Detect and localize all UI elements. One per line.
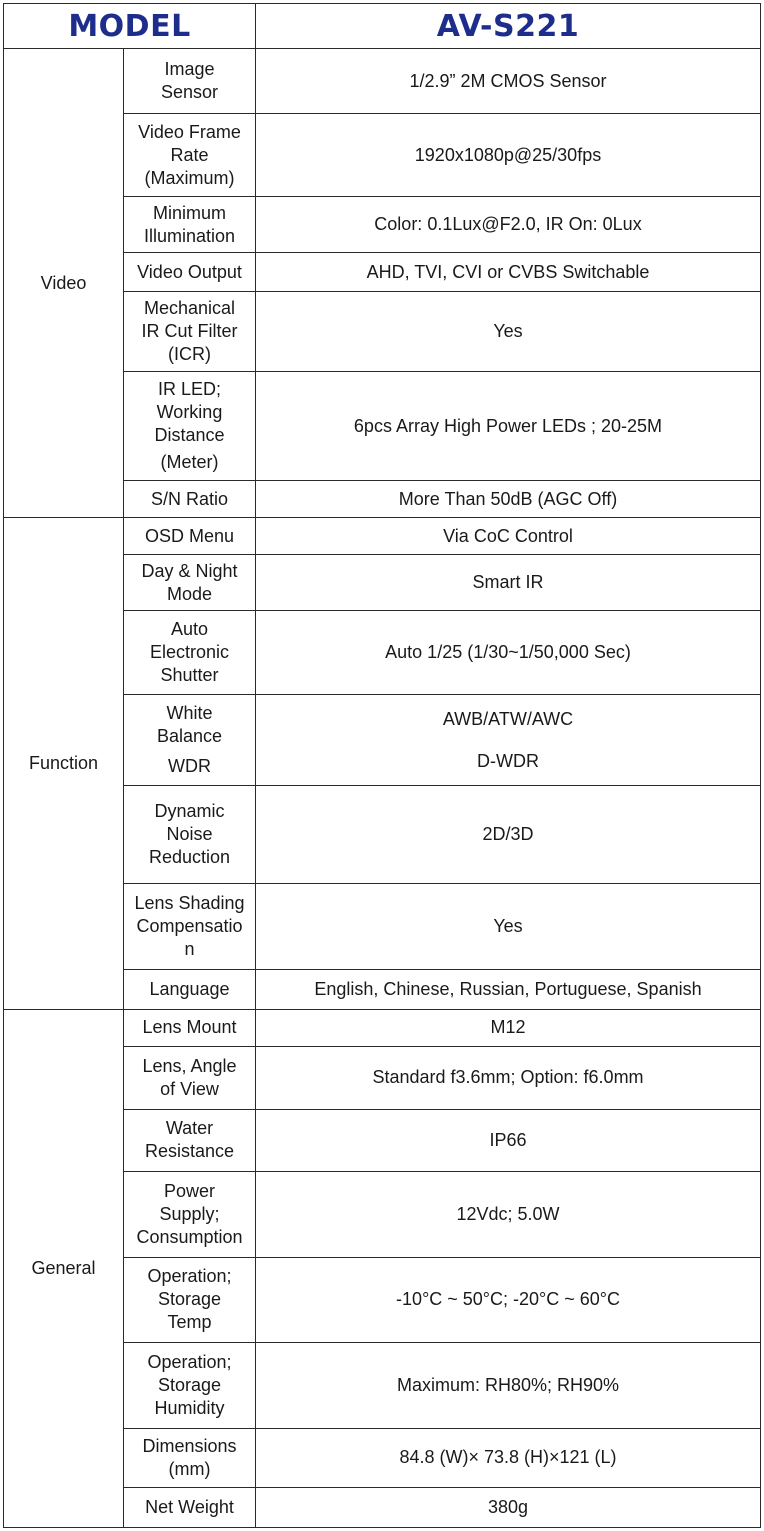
table-row: [4, 49, 761, 114]
value-icr: Yes: [256, 292, 761, 372]
label-min-illumination: Minimum Illumination: [124, 197, 256, 253]
label-language: Language: [124, 969, 256, 1009]
value-lens-shading: Yes: [256, 884, 761, 969]
value-temp: -10°C ~ 50°C; -20°C ~ 60°C: [256, 1257, 761, 1342]
value-water-resistance: IP66: [256, 1109, 761, 1171]
label-frame-rate: Video Frame Rate (Maximum): [124, 114, 256, 197]
label-video-output: Video Output: [124, 253, 256, 292]
label-power: Power Supply; Consumption: [124, 1171, 256, 1257]
model-value: AV-S221: [256, 4, 761, 49]
group-general: General: [4, 1009, 124, 1527]
label-image-sensor: Image Sensor: [124, 49, 256, 114]
group-video: Video: [4, 49, 124, 518]
value-frame-rate: 1920x1080p@25/30fps: [256, 114, 761, 197]
value-dimensions: 84.8 (W)× 73.8 (H)×121 (L): [256, 1428, 761, 1487]
value-dnr: 2D/3D: [256, 786, 761, 884]
value-lens-mount: M12: [256, 1009, 761, 1046]
label-dnr: Dynamic Noise Reduction: [124, 786, 256, 884]
value-sn-ratio: More Than 50dB (AGC Off): [256, 481, 761, 518]
header-row: [4, 4, 761, 49]
value-min-illumination: Color: 0.1Lux@F2.0, IR On: 0Lux: [256, 197, 761, 253]
value-ir-led: 6pcs Array High Power LEDs ; 20-25M: [256, 372, 761, 481]
label-net-weight: Net Weight: [124, 1487, 256, 1527]
model-label: MODEL: [4, 4, 256, 49]
value-lens-angle: Standard f3.6mm; Option: f6.0mm: [256, 1046, 761, 1109]
label-dimensions: Dimensions (mm): [124, 1428, 256, 1487]
label-sn-ratio: S/N Ratio: [124, 481, 256, 518]
value-power: 12Vdc; 5.0W: [256, 1171, 761, 1257]
spec-table: [3, 3, 761, 1528]
label-day-night: Day & Night Mode: [124, 555, 256, 611]
label-lens-mount: Lens Mount: [124, 1009, 256, 1046]
value-net-weight: 380g: [256, 1487, 761, 1527]
value-shutter: Auto 1/25 (1/30~1/50,000 Sec): [256, 611, 761, 695]
label-lens-angle: Lens, Angle of View: [124, 1046, 256, 1109]
value-white-balance: AWB/ATW/AWC D-WDR: [256, 695, 761, 786]
label-humidity: Operation; Storage Humidity: [124, 1342, 256, 1428]
label-shutter: Auto Electronic Shutter: [124, 611, 256, 695]
label-osd-menu: OSD Menu: [124, 518, 256, 555]
value-image-sensor: 1/2.9” 2M CMOS Sensor: [256, 49, 761, 114]
label-water-resistance: Water Resistance: [124, 1109, 256, 1171]
label-icr: Mechanical IR Cut Filter (ICR): [124, 292, 256, 372]
label-white-balance: White Balance WDR: [124, 695, 256, 786]
label-lens-shading: Lens Shading Compensatio n: [124, 884, 256, 969]
value-language: English, Chinese, Russian, Portuguese, Spanish: [256, 969, 761, 1009]
value-osd-menu: Via CoC Control: [256, 518, 761, 555]
group-function: Function: [4, 518, 124, 1009]
label-ir-led: IR LED; Working Distance (Meter): [124, 372, 256, 481]
value-day-night: Smart IR: [256, 555, 761, 611]
value-video-output: AHD, TVI, CVI or CVBS Switchable: [256, 253, 761, 292]
value-humidity: Maximum: RH80%; RH90%: [256, 1342, 761, 1428]
table-row: [4, 518, 761, 555]
table-row: [4, 1009, 761, 1046]
label-temp: Operation; Storage Temp: [124, 1257, 256, 1342]
